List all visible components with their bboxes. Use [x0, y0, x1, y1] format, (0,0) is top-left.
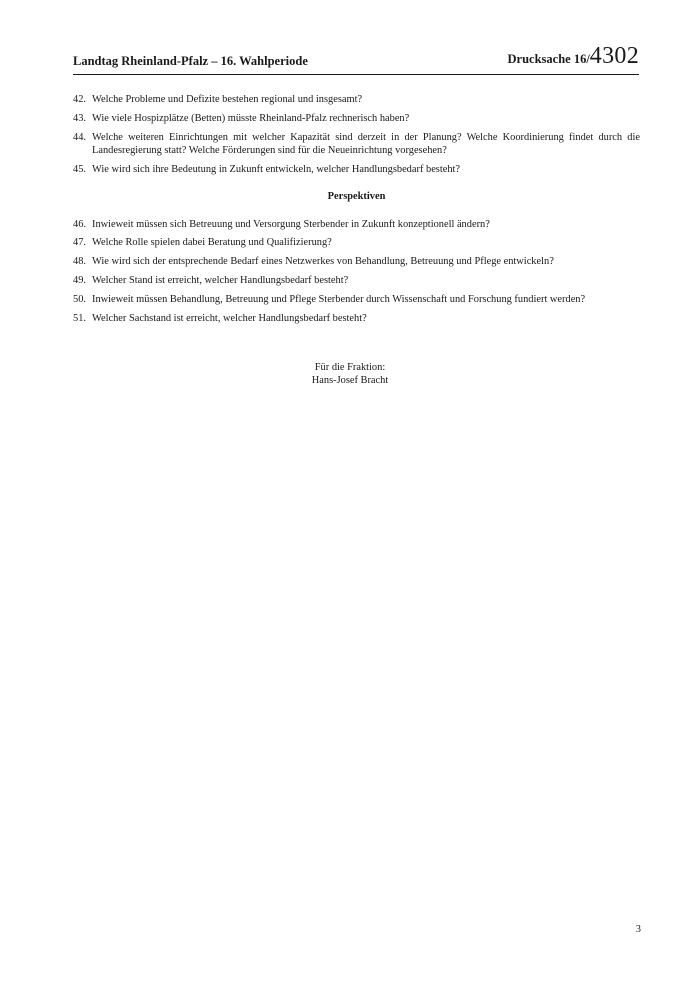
question-text: Welche Probleme und Defizite bestehen regional und insgesamt?	[92, 94, 363, 105]
question-item	[73, 312, 640, 325]
question-text: Wie wird sich der entsprechende Bedarf eines Netzwerkes von Behandlung, Betreuung und Pflege entwickeln?	[92, 256, 554, 268]
signatory-name: Hans-Josef Bracht	[311, 375, 389, 387]
question-list	[73, 93, 640, 331]
signature-intro: Für die Fraktion:	[314, 362, 386, 373]
question-item	[73, 131, 640, 158]
question-text: Welcher Stand ist erreicht, welcher Handlungsbedarf besteht?	[92, 275, 349, 287]
document-number: 4302	[589, 43, 639, 69]
section-heading: Perspektiven	[327, 191, 386, 203]
question-text: Wie viele Hospizplätze (Betten) müsste Rheinland-Pfalz rechnerisch haben?	[92, 112, 410, 124]
document-prefix: Drucksache 16/	[507, 52, 590, 66]
question-number: 45.	[73, 163, 86, 175]
page-number: 3	[635, 924, 641, 935]
question-item	[73, 93, 640, 106]
question-number: 50.	[73, 294, 86, 306]
question-text: Welche weiteren Einrichtungen mit welcher Kapazität sind derzeit in der Planung? Welche Koordinierung findet durch die Landesregierung statt? Welche Förderungen sind für die Neueinrichtung vorgesehen?	[92, 131, 640, 157]
question-number: 47.	[73, 237, 86, 249]
question-text: Welcher Sachstand ist erreicht, welcher Handlungsbedarf besteht?	[92, 313, 367, 325]
question-number: 44.	[73, 131, 86, 143]
question-item	[73, 163, 640, 176]
question-text: Welche Rolle spielen dabei Beratung und Qualifizierung?	[92, 237, 332, 249]
document-reference	[508, 43, 640, 70]
signature-block	[0, 361, 700, 388]
question-item	[73, 255, 640, 268]
page-header	[73, 38, 639, 75]
question-item	[73, 236, 640, 249]
question-number: 48.	[73, 256, 86, 268]
question-item	[73, 274, 640, 287]
question-text: Inwieweit müssen sich Betreuung und Versorgung Sterbender in Zukunft konzeptionell ändern?	[92, 218, 490, 230]
header-title: Landtag Rheinland-Pfalz – 16. Wahlperiode	[73, 54, 308, 68]
question-item	[73, 218, 640, 231]
question-text: Wie wird sich ihre Bedeutung in Zukunft entwickeln, welcher Handlungsbedarf besteht?	[92, 163, 461, 175]
question-number: 49.	[73, 275, 86, 287]
question-number: 42.	[73, 94, 86, 105]
question-number: 43.	[73, 112, 86, 124]
question-item	[73, 293, 640, 306]
question-text: Inwieweit müssen Behandlung, Betreuung und Pflege Sterbender durch Wissenschaft und Forschung fundiert werden?	[92, 294, 586, 306]
question-number: 51.	[73, 313, 86, 325]
question-number: 46.	[73, 218, 86, 230]
question-item	[73, 112, 640, 125]
